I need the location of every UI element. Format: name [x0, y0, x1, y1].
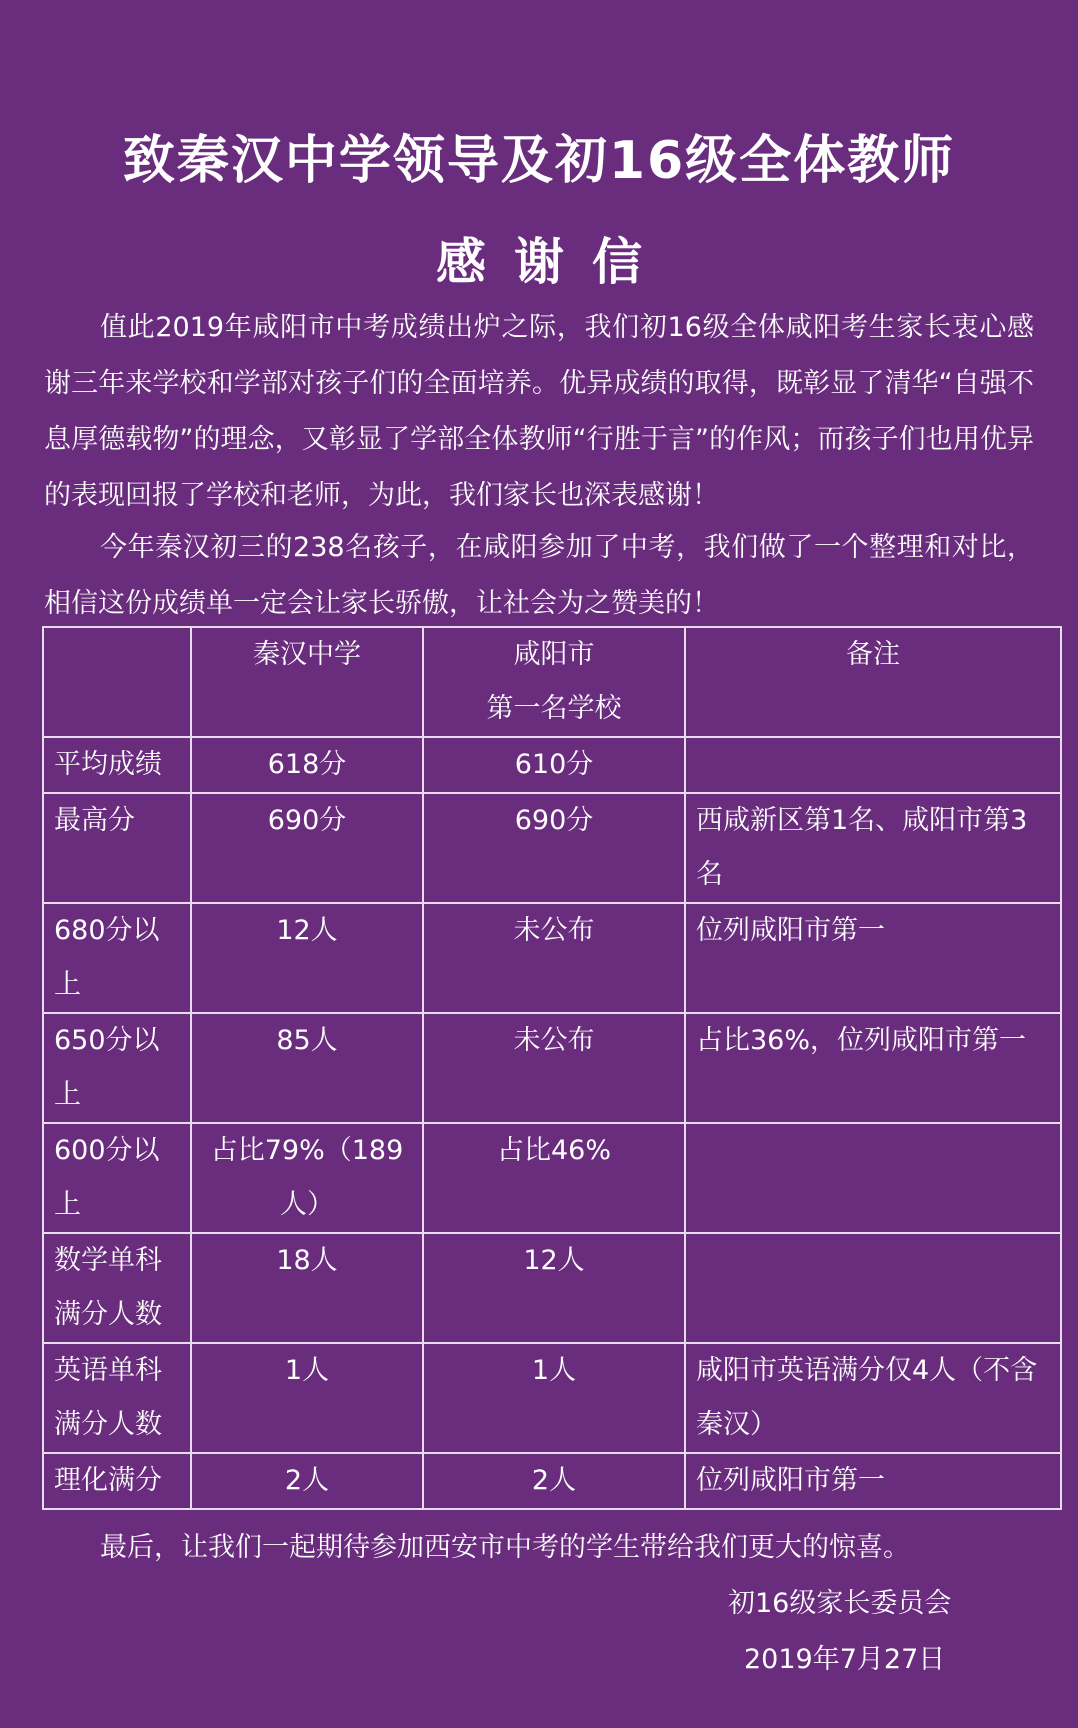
- table-row: [43, 1123, 1061, 1233]
- table-header-cell: 咸阳市 第一名学校: [423, 627, 685, 737]
- closing-sentence: 最后，让我们一起期待参加西安市中考的学生带给我们更大的惊喜。: [100, 1532, 910, 1563]
- table-cell: 12人: [423, 1233, 685, 1343]
- signature: 初16级家长委员会: [728, 1588, 952, 1619]
- table-cell: [685, 737, 1061, 793]
- body-paragraph-1: 值此2019年咸阳市中考成绩出炉之际，我们初16级全体咸阳考生家长衷心感谢三年来学校和学部对孩子们的全面培养。优异成绩的取得，既彰显了清华“自强不息厚德载物”的理念，又彰显了学部全体教师“行胜于言”的作风；而孩子们也用优异的表现回报了学校和老师，为此，我们家长也深表感谢！: [44, 312, 1034, 511]
- table-cell: 未公布: [423, 903, 685, 1013]
- table-cell: 占比46%: [423, 1123, 685, 1233]
- table-header-cell: 秦汉中学: [191, 627, 423, 737]
- table-cell: 680分以上: [43, 903, 191, 1013]
- table-cell: 12人: [191, 903, 423, 1013]
- table-cell: 未公布: [423, 1013, 685, 1123]
- table-cell: 2人: [191, 1453, 423, 1509]
- table-header-cell: [43, 627, 191, 737]
- table-cell: 1人: [191, 1343, 423, 1453]
- table-row: [43, 1013, 1061, 1123]
- table-cell: 85人: [191, 1013, 423, 1123]
- table-cell: 西咸新区第1名、咸阳市第3名: [685, 793, 1061, 903]
- letter-title: 致秦汉中学领导及初16级全体教师: [122, 131, 956, 191]
- table-row: [43, 1233, 1061, 1343]
- table-header-row: [43, 627, 1061, 737]
- table-cell: 咸阳市英语满分仅4人（不含秦汉）: [685, 1343, 1061, 1453]
- table-cell: 理化满分: [43, 1453, 191, 1509]
- table-cell: 平均成绩: [43, 737, 191, 793]
- table-header-cell: 备注: [685, 627, 1061, 737]
- table-row: [43, 1343, 1061, 1453]
- table-cell: 2人: [423, 1453, 685, 1509]
- table-cell: 610分: [423, 737, 685, 793]
- table-cell: 18人: [191, 1233, 423, 1343]
- table-cell: 600分以上: [43, 1123, 191, 1233]
- table-cell: [685, 1123, 1061, 1233]
- table-cell: 英语单科满分人数: [43, 1343, 191, 1453]
- table-cell: 占比36%，位列咸阳市第一: [685, 1013, 1061, 1123]
- letter-subtitle: 感谢信: [436, 233, 670, 291]
- table-cell: 位列咸阳市第一: [685, 1453, 1061, 1509]
- table-cell: 最高分: [43, 793, 191, 903]
- table-cell: 618分: [191, 737, 423, 793]
- table-cell: 占比79%（189人）: [191, 1123, 423, 1233]
- body-paragraph-2: 今年秦汉初三的238名孩子，在咸阳参加了中考，我们做了一个整理和对比，相信这份成绩单一定会让家长骄傲，让社会为之赞美的！: [44, 532, 1034, 619]
- table-row: [43, 737, 1061, 793]
- letter-date: 2019年7月27日: [744, 1644, 946, 1675]
- table-cell: 1人: [423, 1343, 685, 1453]
- score-comparison-table: [42, 626, 1062, 1510]
- table-cell: 690分: [191, 793, 423, 903]
- table-row: [43, 793, 1061, 903]
- table-row: [43, 903, 1061, 1013]
- table-cell: 650分以上: [43, 1013, 191, 1123]
- table-cell: 位列咸阳市第一: [685, 903, 1061, 1013]
- table-cell: [685, 1233, 1061, 1343]
- table-cell: 数学单科满分人数: [43, 1233, 191, 1343]
- table-cell: 690分: [423, 793, 685, 903]
- table-row: [43, 1453, 1061, 1509]
